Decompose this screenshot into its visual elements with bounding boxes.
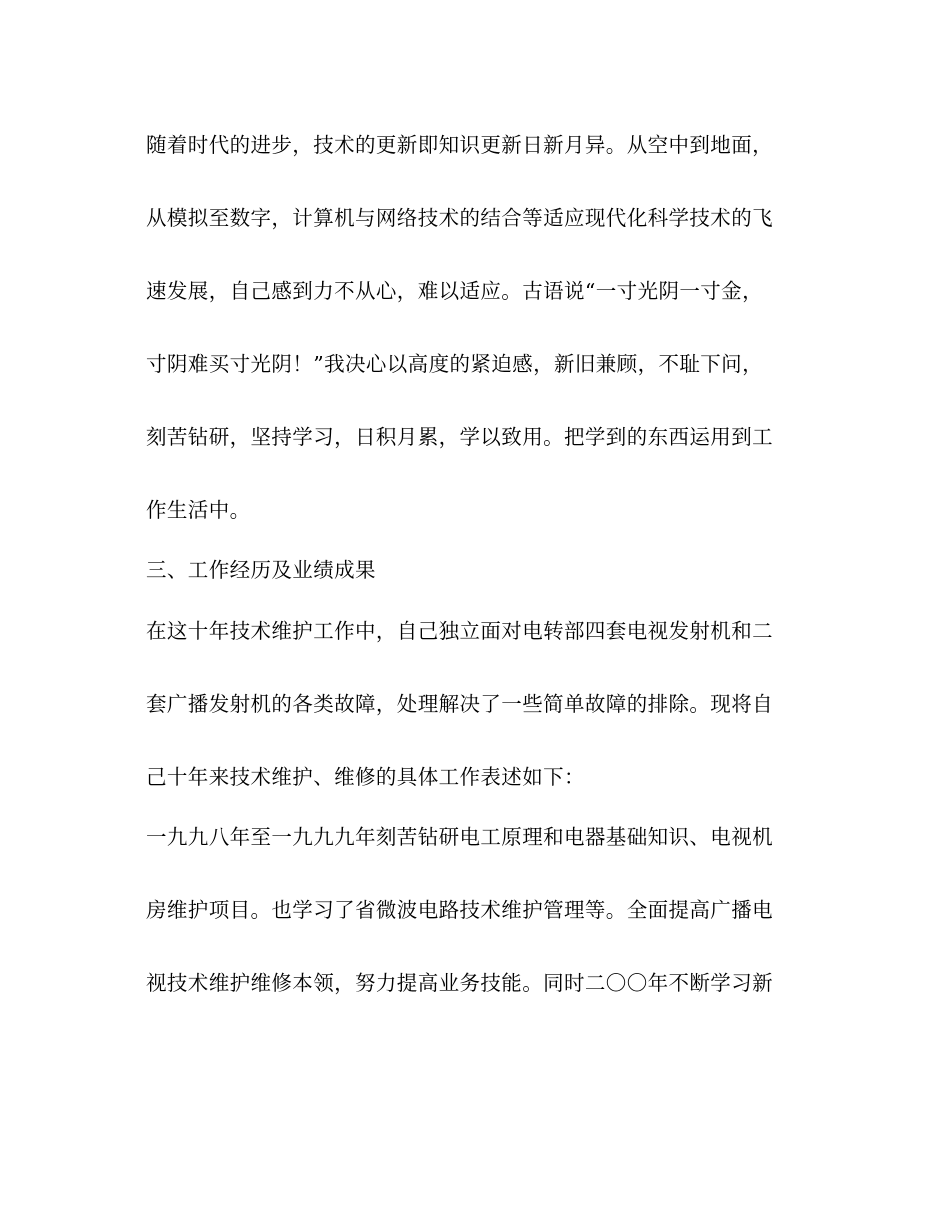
paragraph-line: 从模拟至数字，计算机与网络技术的结合等适应现代化科学技术的飞 <box>146 206 773 230</box>
paragraph-line: 寸阴难买寸光阴！”我决心以高度的紧迫感，新旧兼顾，不耻下问， <box>146 352 763 376</box>
paragraph-line: 一九九八年至一九九九年刻苦钻研电工原理和电器基础知识、电视机 <box>146 825 773 849</box>
paragraph-line: 在这十年技术维护工作中，自己独立面对电转部四套电视发射机和二 <box>146 619 773 643</box>
paragraph-line: 视技术维护维修本领，努力提高业务技能。同时二〇〇年不断学习新 <box>146 971 773 995</box>
paragraph-line: 速发展，自己感到力不从心，难以适应。古语说“一寸光阴一寸金， <box>146 279 763 303</box>
section-heading: 三、工作经历及业绩成果 <box>146 558 376 582</box>
paragraph-line: 刻苦钻研，坚持学习，日积月累，学以致用。把学到的东西运用到工 <box>146 425 773 449</box>
paragraph-line: 作生活中。 <box>146 498 251 522</box>
paragraph-line: 房维护项目。也学习了省微波电路技术维护管理等。全面提高广播电 <box>146 898 773 922</box>
paragraph-line: 己十年来技术维护、维修的具体工作表述如下： <box>146 765 585 789</box>
paragraph-line: 随着时代的进步，技术的更新即知识更新日新月异。从空中到地面， <box>146 133 773 157</box>
paragraph-line: 套广播发射机的各类故障，处理解决了一些简单故障的排除。现将自 <box>146 692 773 716</box>
